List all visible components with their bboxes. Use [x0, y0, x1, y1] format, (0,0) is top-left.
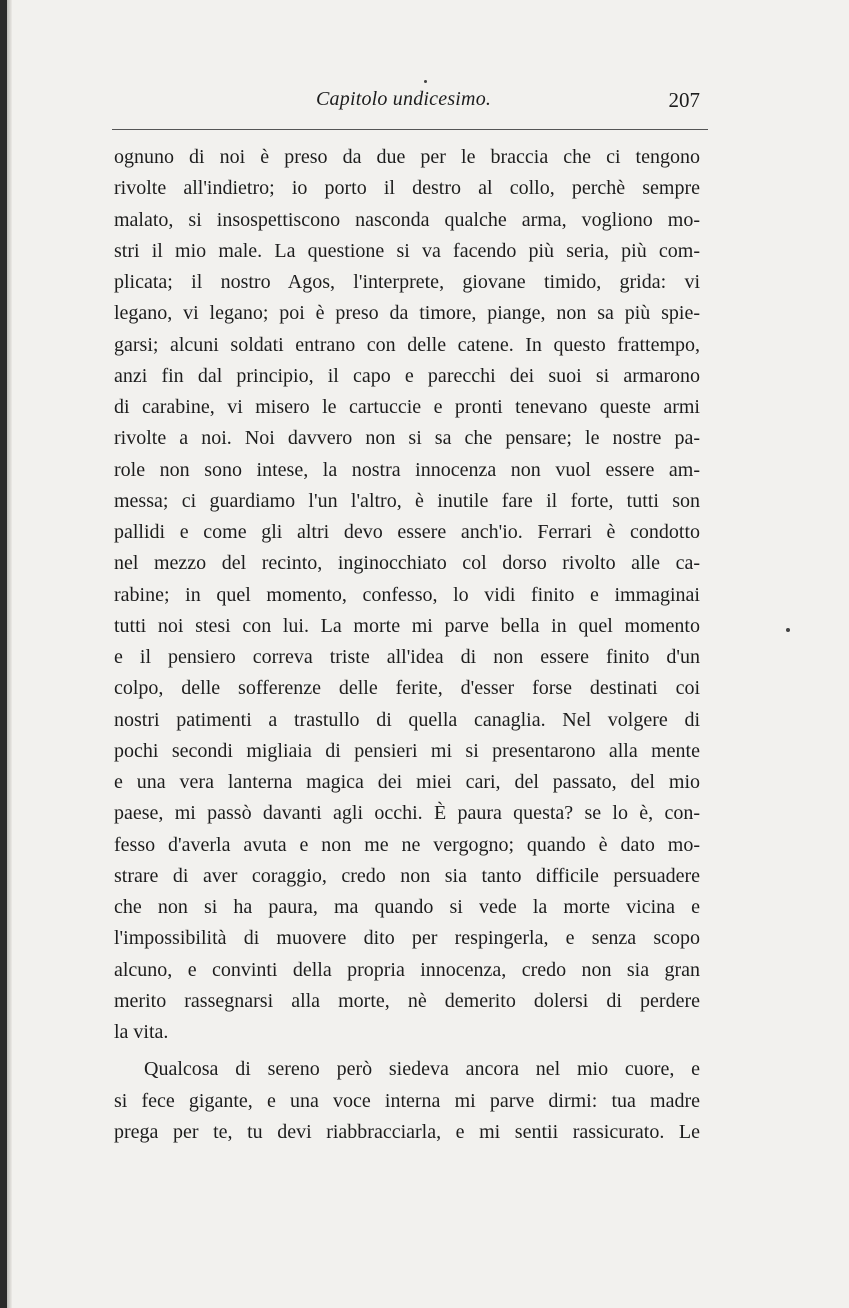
text-line: messa; ci guardiamo l'un l'altro, è inutile fare il forte, tutti son — [114, 489, 700, 512]
text-line: alcuno, e convinti della propria innocenza, credo non sia gran — [114, 958, 700, 981]
text-line: tutti noi stesi con lui. La morte mi parve bella in quel momento — [114, 614, 700, 637]
paragraph — [114, 1054, 700, 1148]
text-line: legano, vi legano; poi è preso da timore, piange, non sa più spie- — [114, 302, 700, 325]
text-line: la vita. — [114, 1021, 169, 1043]
running-title: Capitolo undicesimo. — [316, 88, 492, 110]
text-line: e una vera lanterna magica dei miei cari, del passato, del mio — [114, 771, 700, 793]
page-binding-edge — [0, 0, 7, 1308]
text-line: ognuno di noi è preso da due per le braccia che ci tengono — [114, 146, 700, 168]
text-line: paese, mi passò davanti agli occhi. È paura questa? se lo è, con- — [114, 802, 700, 825]
running-head — [110, 82, 710, 122]
text-line: rivolte a noi. Noi davvero non si sa che pensare; le nostre pa- — [114, 427, 700, 450]
page-number: 207 — [668, 88, 700, 112]
text-line: colpo, delle sofferenze delle ferite, d'esser forse destinati coi — [114, 677, 700, 700]
text-line: si fece gigante, e una voce interna mi parve dirmi: tua madre — [114, 1089, 700, 1112]
text-line: pallidi e come gli altri devo essere anch'io. Ferrari è condotto — [114, 521, 700, 543]
header-rule — [112, 129, 708, 130]
body-text — [114, 142, 700, 1148]
text-line: che non si ha paura, ma quando si vede la morte vicina e — [114, 896, 700, 918]
text-line: garsi; alcuni soldati entrano con delle catene. In questo frattempo, — [114, 333, 700, 356]
text-line: pochi secondi migliaia di pensieri mi si presentarono alla mente — [114, 739, 700, 762]
text-line: l'impossibilità di muovere dito per respingerla, e senza scopo — [114, 927, 700, 950]
text-line: nel mezzo del recinto, inginocchiato col dorso rivolto alle ca- — [114, 552, 700, 575]
text-line: strare di aver coraggio, credo non sia tanto difficile persuadere — [114, 864, 700, 887]
text-line: prega per te, tu devi riabbracciarla, e mi sentii rassicurato. Le — [114, 1120, 700, 1143]
text-line: plicata; il nostro Agos, l'interprete, giovane timido, grida: vi — [114, 271, 700, 293]
text-line: malato, si insospettiscono nasconda qualche arma, vogliono mo- — [114, 208, 700, 231]
text-line: nostri patimenti a trastullo di quella canaglia. Nel volgere di — [114, 708, 700, 731]
text-line: fesso d'averla avuta e non me ne vergogno; quando è dato mo- — [114, 833, 700, 856]
text-line: rivolte all'indietro; io porto il destro al collo, perchè sempre — [114, 177, 700, 200]
text-line: di carabine, vi misero le cartuccie e pronti tenevano queste armi — [114, 396, 700, 418]
print-speck — [424, 80, 427, 83]
text-line: e il pensiero correva triste all'idea di non essere finito d'un — [114, 646, 700, 668]
text-line: Qualcosa di sereno però siedeva ancora nel mio cuore, e — [144, 1058, 700, 1081]
print-speck — [786, 628, 790, 632]
text-line: merito rassegnarsi alla morte, nè demerito dolersi di perdere — [114, 989, 700, 1012]
paragraph — [114, 142, 700, 1048]
text-line: role non sono intese, la nostra innocenza non vuol essere am- — [114, 458, 700, 481]
text-line: rabine; in quel momento, confesso, lo vidi finito e immaginai — [114, 583, 700, 606]
text-line: stri il mio male. La questione si va facendo più seria, più com- — [114, 239, 700, 262]
page-gutter-shadow — [7, 0, 12, 1308]
text-line: anzi fin dal principio, il capo e parecchi dei suoi si armarono — [114, 364, 700, 387]
